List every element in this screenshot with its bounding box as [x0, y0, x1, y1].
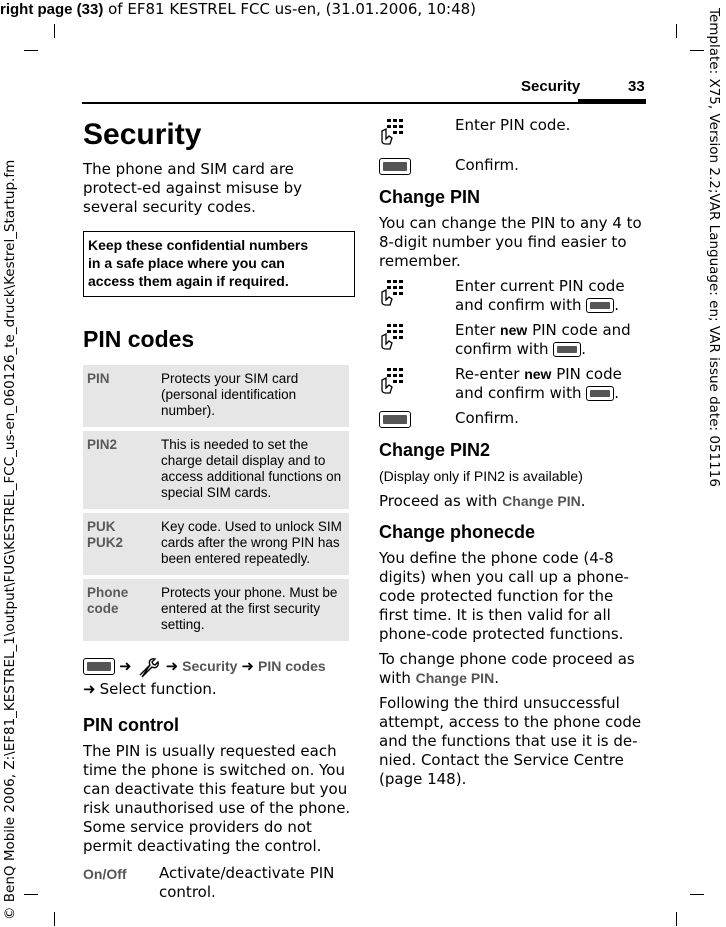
pin-control-heading: PIN control — [83, 714, 180, 735]
instruction-row — [379, 116, 647, 150]
onoff-text: Activate/deactivate PIN control. — [159, 863, 335, 901]
keypad-icon — [379, 321, 455, 359]
instruction-row — [379, 321, 647, 359]
softkey-icon — [586, 298, 614, 313]
crop-mark — [24, 894, 38, 895]
softkey-icon — [553, 342, 581, 357]
left-column — [83, 116, 355, 908]
menu-path — [83, 655, 355, 700]
onoff-label: On/Off — [83, 865, 127, 882]
code-name: PIN — [83, 365, 157, 427]
header-rule-thick — [578, 99, 646, 104]
confirm-text: Confirm. — [455, 156, 519, 174]
intro-text: The phone and SIM card are protect-ed against misuse by several security codes. — [83, 160, 303, 216]
enter-pin-text: Enter PIN code. — [455, 116, 571, 134]
running-header-title: Security — [521, 78, 581, 95]
arrow-icon: ➜ — [119, 657, 132, 675]
softkey-icon — [379, 409, 455, 429]
new-keyword: new — [524, 366, 552, 382]
table-row — [83, 579, 349, 641]
step4-text: Confirm. — [455, 409, 519, 427]
instruction-row — [379, 365, 647, 403]
arrow-icon: ➜ — [165, 657, 179, 675]
code-name: Phone code — [83, 579, 157, 641]
softkey-icon — [379, 156, 455, 176]
crop-mark — [54, 912, 55, 926]
change-pin-heading: Change PIN — [379, 187, 481, 207]
onoff-row — [83, 864, 355, 902]
side-template-info: Template: X75, Version 2.2;VAR Language: en; VAR issue date: 051116 — [706, 8, 722, 487]
new-keyword: new — [500, 322, 528, 338]
page-title: Security — [83, 118, 202, 151]
step-text: Enter current PIN code and confirm with . — [455, 277, 625, 314]
menu-security: Security — [182, 658, 238, 674]
codes-table — [83, 361, 349, 645]
side-copyright-path: © BenQ Mobile 2006, Z:\EF81_KESTREL_1\output\FUG\KESTREL_FCC_us-en_060126_te_druck\Kestrel_Startup.fm — [2, 159, 18, 920]
code-description: This is needed to set the charge detail display and to access additional functions on special SIM cards. — [157, 431, 349, 509]
step3-text: Re-enter — [455, 365, 520, 383]
right-column — [379, 116, 647, 795]
step-text: Re-enter new PIN code and confirm with . — [455, 365, 622, 402]
code-name: PUK PUK2 — [83, 513, 157, 575]
page-number: 33 — [628, 78, 645, 95]
proceed-text — [379, 492, 647, 511]
instruction-row — [379, 277, 647, 315]
note-box: Keep these confidential numbers in a safe place where you can access them again if required. — [83, 231, 355, 297]
change-phonecode-heading: Change phonecde — [379, 522, 536, 542]
step2-text-b: PIN code and confirm with — [455, 321, 631, 358]
print-header-page: right page (33) — [0, 1, 104, 18]
punct: . — [494, 669, 499, 687]
change-pin-ref: Change PIN — [502, 493, 581, 509]
table-row — [83, 365, 349, 427]
code-description: Protects your SIM card (personal identification number). — [157, 365, 349, 427]
table-row — [83, 513, 349, 575]
arrow-icon: ➜ — [241, 657, 254, 675]
phonecode-text: You define the phone code (4-8 digits) when you call up a phone-code protected function for the first time. It is then valid for all phone-code protected functions. — [379, 549, 629, 643]
step-text: Enter new PIN code and confirm with . — [455, 321, 631, 358]
change-pin2-note: (Display only if PIN2 is available) — [379, 468, 583, 484]
change-pin-ref: Change PIN — [415, 670, 495, 686]
print-header-info: of EF81 KESTREL FCC us-en, (31.01.2006, 10:48) — [103, 0, 477, 18]
keypad-icon — [379, 365, 455, 403]
instruction-row — [379, 409, 647, 429]
header-rule — [82, 102, 646, 104]
code-name: PIN2 — [83, 431, 157, 509]
crop-mark — [54, 24, 55, 38]
to-change-lead: To change phone code proceed as with — [379, 650, 635, 687]
change-pin-text: You can change the PIN to any 4 to 8-digit number you find easier to remember. — [379, 214, 642, 270]
keypad-icon — [379, 116, 455, 150]
pin-control-text: The PIN is usually requested each time the phone is switched on. You can deactivate this feature but you risk unauthorised use of the phone. Some service providers do not permit deactivating the control. — [83, 741, 351, 855]
softkey-icon — [83, 658, 115, 675]
pin-codes-heading: PIN codes — [83, 326, 195, 352]
print-header — [0, 0, 476, 18]
code-description: Protects your phone. Must be entered at the first security setting. — [157, 579, 349, 641]
instruction-row — [379, 156, 647, 176]
menu-pin-codes: PIN codes — [257, 658, 326, 674]
crop-mark — [676, 24, 677, 38]
step1-text: Enter current PIN code and confirm with — [455, 277, 625, 314]
wrench-icon — [136, 656, 162, 678]
crop-mark — [24, 50, 38, 51]
following-text: Following the third unsuccessful attempt, access to the phone code and the functions that use it is de-nied. Contact the Service Centre (page 148). — [379, 694, 642, 788]
crop-mark — [676, 912, 677, 926]
softkey-icon — [586, 386, 614, 401]
select-function-text: Select function. — [99, 679, 217, 698]
code-description: Key code. Used to unlock SIM cards after the wrong PIN has been entered repeatedly. — [157, 513, 349, 575]
step3-text-b: PIN code and confirm with — [455, 365, 622, 402]
punct: . — [580, 492, 586, 510]
table-row — [83, 431, 349, 509]
change-pin2-heading: Change PIN2 — [379, 440, 491, 460]
to-change-text — [379, 650, 647, 688]
proceed-lead: Proceed as with — [379, 492, 498, 510]
arrow-icon: ➜ — [83, 679, 96, 698]
step2-text: Enter — [455, 321, 496, 339]
keypad-icon — [379, 277, 455, 315]
